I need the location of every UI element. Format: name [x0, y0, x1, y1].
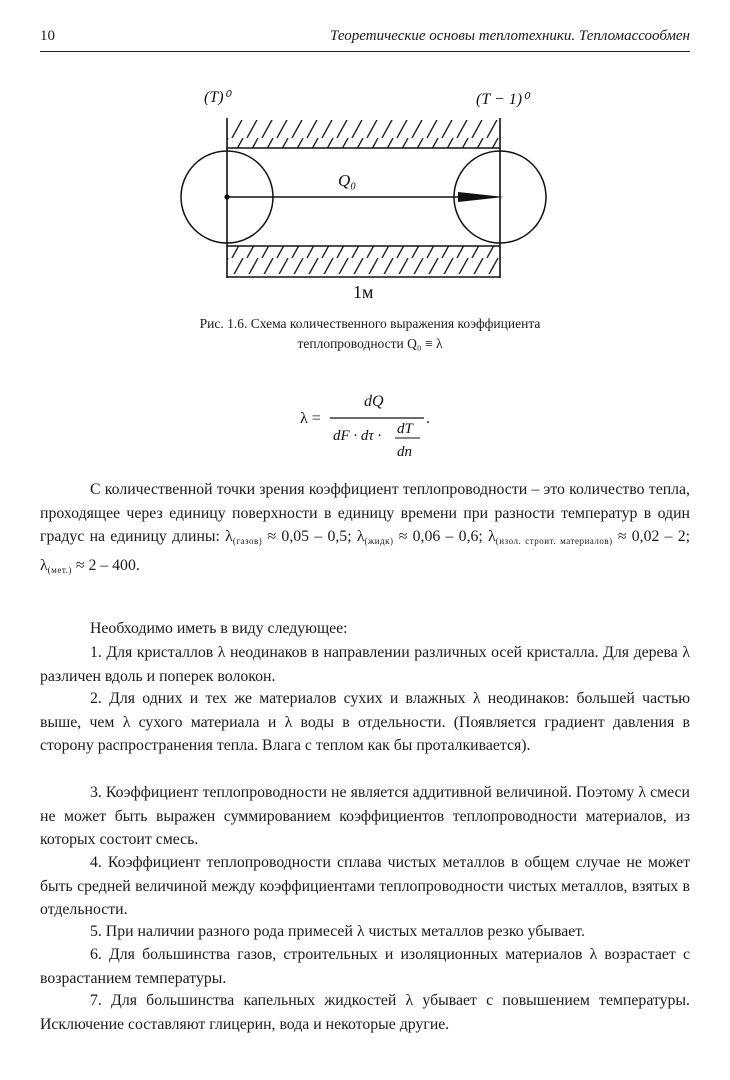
formula-end: .: [426, 410, 430, 427]
conductivity-formula: [0, 388, 730, 460]
list-item: 1. Для кристаллов λ неодинаков в направлении различных осей кристалла. Для дерева λ различен вдоль и поперек волокон.: [40, 644, 690, 685]
liquid-subscript: (жидк): [364, 536, 394, 546]
list-intro: Необходимо иметь в виду следующее:: [90, 620, 348, 637]
formula-lhs: λ =: [300, 410, 321, 427]
formula-den-denominator: dn: [397, 444, 412, 460]
formula-numerator: dQ: [364, 393, 384, 410]
definition-text: С количественной точки зрения коэффициент теплопроводности – это количество тепла, проходящее через единицу поверхности в единицу времени при разности температур в один градус на единицу длины:: [40, 481, 690, 545]
arrow-head: [458, 192, 504, 202]
list-item: 7. Для большинства капельных жидкостей λ убывает с повышением температуры. Исключение составляют глицерин, вода и некоторые другие.: [40, 992, 690, 1033]
caption-line-2: теплопроводности Q₀ ≡ λ: [297, 336, 443, 351]
list-item: 6. Для большинства газов, строительных и изоляционных материалов λ возрастает с возрастанием температуры.: [40, 946, 690, 987]
length-label: 1м: [353, 282, 374, 302]
page-number: 10: [40, 28, 55, 44]
flow-label: Q₀: [338, 171, 357, 190]
list-item: 5. При наличии разного рода примесей λ чистых металлов резко убывает.: [90, 923, 585, 940]
metal-subscript: (мет.): [47, 564, 72, 575]
lambda-metal: $\lambda_{(мет.)} \approx 2 - 400$.: [40, 556, 140, 575]
insulation-subscript: (изол. строит. материалов): [495, 536, 613, 546]
lambda-insulation: $\lambda_{(изол. строит. материалов)} \approx 0,02 - 2$;: [488, 528, 691, 546]
definition-paragraph: [40, 478, 690, 582]
list-item: 2. Для одних и тех же материалов сухих и влажных λ неодинаков: большей частью выше, чем λ сухого материала и λ воды в отдельности. (Появляется градиент давления в сторону распространения тепла. Влага с теплом как бы проталкивается).: [40, 690, 690, 754]
list-item: 3. Коэффициент теплопроводности не является аддитивной величиной. Поэтому λ смеси не может быть выражен суммированием коэффициентов теплопроводности материалов, из которых состоит смесь.: [40, 784, 690, 848]
right-temperature-label: (T − 1)⁰: [476, 91, 529, 108]
heat-conduction-diagram: [170, 78, 560, 308]
list-item: 4. Коэффициент теплопроводности сплава чистых металлов в общем случае не может быть средней величиной между коэффициентами теплопроводности чистых металлов, взятых в отдельности.: [40, 854, 690, 918]
gas-value: ≈ 0,05 – 0,5;: [267, 528, 352, 545]
liquid-value: ≈ 0,06 – 0,6;: [398, 528, 483, 545]
lambda-gas: $\lambda_{(газов)} \approx 0,05 - 0,5$;: [225, 528, 352, 546]
metal-value: ≈ 2 – 400.: [75, 556, 140, 574]
bottom-wall-hatch: [227, 246, 500, 274]
top-wall-hatch: [227, 120, 500, 148]
formula-den-main: dF · dτ ·: [333, 428, 382, 444]
lambda-liquid: $\lambda_{(жидк)} \approx 0,06 - 0,6$;: [356, 528, 483, 546]
running-title: Теоретические основы теплотехники. Тепломассообмен: [330, 28, 690, 44]
header-rule: [40, 51, 690, 52]
figure-caption: [90, 314, 650, 354]
insulation-value: ≈ 0,02 – 2;: [617, 528, 691, 545]
gas-subscript: (газов): [232, 536, 263, 546]
left-temperature-label: (T)⁰: [204, 89, 230, 106]
formula-den-numerator: dT: [397, 421, 413, 437]
caption-line-1: Рис. 1.6. Схема количественного выражения коэффициента: [199, 316, 541, 331]
